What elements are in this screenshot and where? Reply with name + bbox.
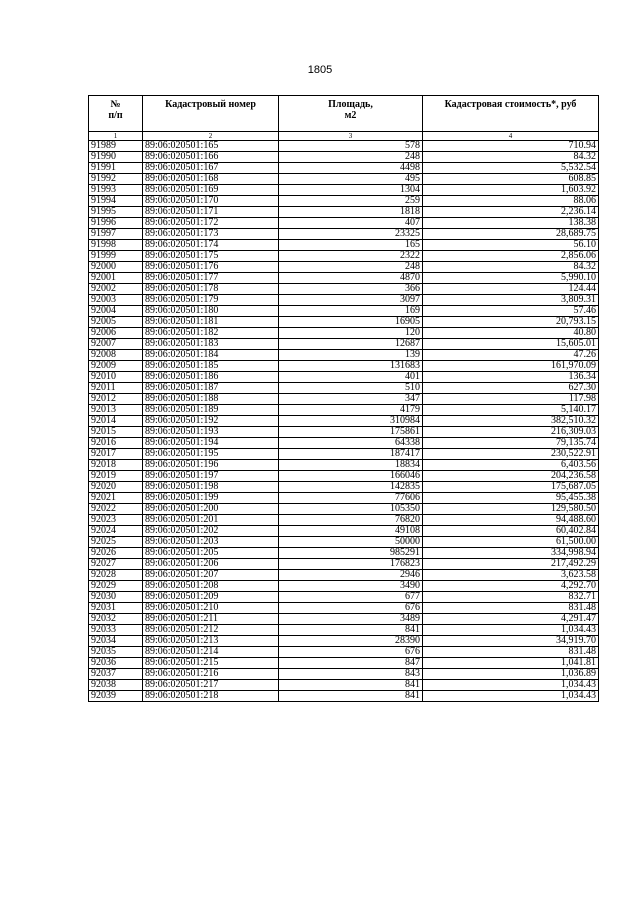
cadastral-number: 89:06:020501:174 xyxy=(143,240,279,251)
table-row xyxy=(89,295,599,306)
row-index: 92008 xyxy=(89,350,143,361)
area-value: 76820 xyxy=(279,515,423,526)
cadastral-number: 89:06:020501:180 xyxy=(143,306,279,317)
table-row xyxy=(89,317,599,328)
table-row xyxy=(89,438,599,449)
cadastral-number: 89:06:020501:173 xyxy=(143,229,279,240)
area-value: 77606 xyxy=(279,493,423,504)
table-row xyxy=(89,273,599,284)
cost-value: 175,687.05 xyxy=(423,482,599,493)
cadastral-number: 89:06:020501:171 xyxy=(143,207,279,218)
row-index: 92018 xyxy=(89,460,143,471)
cadastral-number: 89:06:020501:216 xyxy=(143,669,279,680)
table-row xyxy=(89,416,599,427)
cadastral-number: 89:06:020501:165 xyxy=(143,141,279,152)
cadastral-number: 89:06:020501:178 xyxy=(143,284,279,295)
row-index: 91990 xyxy=(89,152,143,163)
area-value: 23325 xyxy=(279,229,423,240)
cost-value: 1,034.43 xyxy=(423,625,599,636)
row-index: 92022 xyxy=(89,504,143,515)
column-number: 4 xyxy=(423,132,599,141)
cost-value: 1,036.89 xyxy=(423,669,599,680)
row-index: 92002 xyxy=(89,284,143,295)
cost-value: 95,455.38 xyxy=(423,493,599,504)
table-row xyxy=(89,383,599,394)
row-index: 92017 xyxy=(89,449,143,460)
cost-value: 230,522.91 xyxy=(423,449,599,460)
cadastral-number: 89:06:020501:188 xyxy=(143,394,279,405)
cadastral-number: 89:06:020501:217 xyxy=(143,680,279,691)
cadastral-number: 89:06:020501:167 xyxy=(143,163,279,174)
cadastral-number: 89:06:020501:170 xyxy=(143,196,279,207)
table-row xyxy=(89,361,599,372)
table-row xyxy=(89,350,599,361)
row-index: 91998 xyxy=(89,240,143,251)
row-index: 92005 xyxy=(89,317,143,328)
cadastral-number: 89:06:020501:206 xyxy=(143,559,279,570)
table-row xyxy=(89,372,599,383)
cost-value: 627.30 xyxy=(423,383,599,394)
cadastral-number: 89:06:020501:200 xyxy=(143,504,279,515)
cost-value: 3,623.58 xyxy=(423,570,599,581)
table-row xyxy=(89,482,599,493)
cost-value: 4,291.47 xyxy=(423,614,599,625)
cost-value: 334,998.94 xyxy=(423,548,599,559)
row-index: 92031 xyxy=(89,603,143,614)
cost-value: 56.10 xyxy=(423,240,599,251)
area-value: 347 xyxy=(279,394,423,405)
header-index: № п/п xyxy=(89,96,143,132)
cost-value: 1,041.81 xyxy=(423,658,599,669)
cadastral-number: 89:06:020501:202 xyxy=(143,526,279,537)
cadastral-number: 89:06:020501:176 xyxy=(143,262,279,273)
area-value: 985291 xyxy=(279,548,423,559)
row-index: 92024 xyxy=(89,526,143,537)
row-index: 92001 xyxy=(89,273,143,284)
area-value: 407 xyxy=(279,218,423,229)
table-header xyxy=(89,96,599,141)
table-row xyxy=(89,614,599,625)
table-row xyxy=(89,636,599,647)
cadastral-number: 89:06:020501:186 xyxy=(143,372,279,383)
cadastral-number: 89:06:020501:185 xyxy=(143,361,279,372)
table-row xyxy=(89,207,599,218)
cost-value: 79,135.74 xyxy=(423,438,599,449)
cadastral-number: 89:06:020501:193 xyxy=(143,427,279,438)
cost-value: 57.46 xyxy=(423,306,599,317)
row-index: 92027 xyxy=(89,559,143,570)
row-index: 92037 xyxy=(89,669,143,680)
header-cadastral-cost: Кадастровая стоимость*, руб xyxy=(423,96,599,132)
cadastral-number: 89:06:020501:189 xyxy=(143,405,279,416)
cadastral-number: 89:06:020501:211 xyxy=(143,614,279,625)
table-row xyxy=(89,592,599,603)
area-value: 139 xyxy=(279,350,423,361)
table-row xyxy=(89,306,599,317)
table-row xyxy=(89,493,599,504)
table-row xyxy=(89,394,599,405)
row-index: 92028 xyxy=(89,570,143,581)
cadastral-number: 89:06:020501:213 xyxy=(143,636,279,647)
area-value: 166046 xyxy=(279,471,423,482)
area-value: 1818 xyxy=(279,207,423,218)
cadastral-number: 89:06:020501:169 xyxy=(143,185,279,196)
row-index: 92000 xyxy=(89,262,143,273)
area-value: 366 xyxy=(279,284,423,295)
table-body xyxy=(89,141,599,702)
table-row xyxy=(89,581,599,592)
table-row xyxy=(89,680,599,691)
row-index: 91997 xyxy=(89,229,143,240)
cadastral-number: 89:06:020501:207 xyxy=(143,570,279,581)
cadastral-number: 89:06:020501:172 xyxy=(143,218,279,229)
table-row xyxy=(89,427,599,438)
area-value: 578 xyxy=(279,141,423,152)
row-index: 92013 xyxy=(89,405,143,416)
row-index: 92010 xyxy=(89,372,143,383)
cost-value: 710.94 xyxy=(423,141,599,152)
area-value: 843 xyxy=(279,669,423,680)
table-row xyxy=(89,449,599,460)
row-index: 91991 xyxy=(89,163,143,174)
table-row xyxy=(89,658,599,669)
cadastral-number: 89:06:020501:177 xyxy=(143,273,279,284)
area-value: 16905 xyxy=(279,317,423,328)
table-row xyxy=(89,669,599,680)
row-index: 92020 xyxy=(89,482,143,493)
cost-value: 204,236.58 xyxy=(423,471,599,482)
cost-value: 1,034.43 xyxy=(423,691,599,702)
area-value: 105350 xyxy=(279,504,423,515)
table-row xyxy=(89,218,599,229)
cadastral-number: 89:06:020501:195 xyxy=(143,449,279,460)
cost-value: 5,140.17 xyxy=(423,405,599,416)
column-number: 2 xyxy=(143,132,279,141)
row-index: 92019 xyxy=(89,471,143,482)
row-index: 92036 xyxy=(89,658,143,669)
table-row xyxy=(89,570,599,581)
area-value: 169 xyxy=(279,306,423,317)
cost-value: 94,488.60 xyxy=(423,515,599,526)
cost-value: 608.85 xyxy=(423,174,599,185)
cadastral-number: 89:06:020501:212 xyxy=(143,625,279,636)
row-index: 92015 xyxy=(89,427,143,438)
area-value: 64338 xyxy=(279,438,423,449)
area-value: 510 xyxy=(279,383,423,394)
area-value: 120 xyxy=(279,328,423,339)
area-value: 142835 xyxy=(279,482,423,493)
cost-value: 47.26 xyxy=(423,350,599,361)
area-value: 4870 xyxy=(279,273,423,284)
cost-value: 124.44 xyxy=(423,284,599,295)
cost-value: 4,292.70 xyxy=(423,581,599,592)
table-row xyxy=(89,152,599,163)
row-index: 92006 xyxy=(89,328,143,339)
header-area: Площадь, м2 xyxy=(279,96,423,132)
table-row xyxy=(89,328,599,339)
cost-value: 2,856.06 xyxy=(423,251,599,262)
cost-value: 382,510.32 xyxy=(423,416,599,427)
area-value: 131683 xyxy=(279,361,423,372)
area-value: 4498 xyxy=(279,163,423,174)
cost-value: 15,605.01 xyxy=(423,339,599,350)
cadastral-number: 89:06:020501:203 xyxy=(143,537,279,548)
cadastral-number: 89:06:020501:199 xyxy=(143,493,279,504)
table-row xyxy=(89,548,599,559)
cost-value: 138.38 xyxy=(423,218,599,229)
cadastral-number: 89:06:020501:183 xyxy=(143,339,279,350)
table-row xyxy=(89,504,599,515)
cadastral-number: 89:06:020501:210 xyxy=(143,603,279,614)
area-value: 3490 xyxy=(279,581,423,592)
row-index: 92029 xyxy=(89,581,143,592)
cost-value: 5,990.10 xyxy=(423,273,599,284)
row-index: 92023 xyxy=(89,515,143,526)
table-row xyxy=(89,471,599,482)
cost-value: 161,970.09 xyxy=(423,361,599,372)
row-index: 92021 xyxy=(89,493,143,504)
area-value: 310984 xyxy=(279,416,423,427)
cadastral-number: 89:06:020501:187 xyxy=(143,383,279,394)
cost-value: 216,309.03 xyxy=(423,427,599,438)
row-index: 92011 xyxy=(89,383,143,394)
row-index: 92009 xyxy=(89,361,143,372)
table-row xyxy=(89,240,599,251)
row-index: 92025 xyxy=(89,537,143,548)
cadastral-number: 89:06:020501:194 xyxy=(143,438,279,449)
cadastral-number: 89:06:020501:218 xyxy=(143,691,279,702)
cadastral-number: 89:06:020501:179 xyxy=(143,295,279,306)
cadastral-number: 89:06:020501:205 xyxy=(143,548,279,559)
cost-value: 60,402.84 xyxy=(423,526,599,537)
cost-value: 831.48 xyxy=(423,603,599,614)
cost-value: 831.48 xyxy=(423,647,599,658)
table-row xyxy=(89,405,599,416)
area-value: 1304 xyxy=(279,185,423,196)
cost-value: 6,403.56 xyxy=(423,460,599,471)
cost-value: 34,919.70 xyxy=(423,636,599,647)
area-value: 175861 xyxy=(279,427,423,438)
cost-value: 1,034.43 xyxy=(423,680,599,691)
row-index: 92012 xyxy=(89,394,143,405)
column-numbers-row xyxy=(89,132,599,141)
cost-value: 84.32 xyxy=(423,152,599,163)
table-row xyxy=(89,251,599,262)
area-value: 3097 xyxy=(279,295,423,306)
area-value: 12687 xyxy=(279,339,423,350)
area-value: 187417 xyxy=(279,449,423,460)
row-index: 91989 xyxy=(89,141,143,152)
cost-value: 2,236.14 xyxy=(423,207,599,218)
table-row xyxy=(89,515,599,526)
row-index: 92007 xyxy=(89,339,143,350)
row-index: 91999 xyxy=(89,251,143,262)
table-row xyxy=(89,229,599,240)
area-value: 841 xyxy=(279,680,423,691)
table-row xyxy=(89,339,599,350)
area-value: 49108 xyxy=(279,526,423,537)
table-row xyxy=(89,196,599,207)
table-row xyxy=(89,559,599,570)
area-value: 165 xyxy=(279,240,423,251)
area-value: 4179 xyxy=(279,405,423,416)
cadastral-number: 89:06:020501:208 xyxy=(143,581,279,592)
table-row xyxy=(89,603,599,614)
row-index: 92026 xyxy=(89,548,143,559)
area-value: 176823 xyxy=(279,559,423,570)
cadastral-number: 89:06:020501:215 xyxy=(143,658,279,669)
area-value: 841 xyxy=(279,625,423,636)
cost-value: 5,532.54 xyxy=(423,163,599,174)
cost-value: 117.98 xyxy=(423,394,599,405)
header-cadastral-number: Кадастровый номер xyxy=(143,96,279,132)
table-row xyxy=(89,537,599,548)
cost-value: 129,580.50 xyxy=(423,504,599,515)
row-index: 92039 xyxy=(89,691,143,702)
table-row xyxy=(89,691,599,702)
area-value: 248 xyxy=(279,152,423,163)
cadastral-number: 89:06:020501:209 xyxy=(143,592,279,603)
cadastral-number: 89:06:020501:197 xyxy=(143,471,279,482)
area-value: 495 xyxy=(279,174,423,185)
table-row xyxy=(89,284,599,295)
row-index: 92016 xyxy=(89,438,143,449)
column-number: 3 xyxy=(279,132,423,141)
row-index: 92030 xyxy=(89,592,143,603)
area-value: 847 xyxy=(279,658,423,669)
row-index: 91994 xyxy=(89,196,143,207)
column-number: 1 xyxy=(89,132,143,141)
cost-value: 1,603.92 xyxy=(423,185,599,196)
cadastral-number: 89:06:020501:184 xyxy=(143,350,279,361)
cost-value: 136.34 xyxy=(423,372,599,383)
row-index: 92035 xyxy=(89,647,143,658)
area-value: 28390 xyxy=(279,636,423,647)
cadastral-number: 89:06:020501:201 xyxy=(143,515,279,526)
row-index: 91992 xyxy=(89,174,143,185)
area-value: 50000 xyxy=(279,537,423,548)
cost-value: 61,500.00 xyxy=(423,537,599,548)
row-index: 91995 xyxy=(89,207,143,218)
cadastral-number: 89:06:020501:166 xyxy=(143,152,279,163)
table-row xyxy=(89,262,599,273)
cost-value: 40.80 xyxy=(423,328,599,339)
row-index: 92033 xyxy=(89,625,143,636)
area-value: 676 xyxy=(279,603,423,614)
header-row xyxy=(89,96,599,132)
row-index: 92032 xyxy=(89,614,143,625)
cost-value: 217,492.29 xyxy=(423,559,599,570)
page-number: 1805 xyxy=(307,64,333,76)
area-value: 2322 xyxy=(279,251,423,262)
row-index: 92004 xyxy=(89,306,143,317)
area-value: 259 xyxy=(279,196,423,207)
cadastral-number: 89:06:020501:214 xyxy=(143,647,279,658)
area-value: 677 xyxy=(279,592,423,603)
cost-value: 84.32 xyxy=(423,262,599,273)
table-row xyxy=(89,526,599,537)
cadastral-number: 89:06:020501:192 xyxy=(143,416,279,427)
table-row xyxy=(89,163,599,174)
cadastral-number: 89:06:020501:168 xyxy=(143,174,279,185)
cadastral-number: 89:06:020501:182 xyxy=(143,328,279,339)
cadastral-number: 89:06:020501:175 xyxy=(143,251,279,262)
cadastral-number: 89:06:020501:196 xyxy=(143,460,279,471)
cost-value: 20,793.15 xyxy=(423,317,599,328)
area-value: 841 xyxy=(279,691,423,702)
row-index: 92003 xyxy=(89,295,143,306)
row-index: 91993 xyxy=(89,185,143,196)
area-value: 676 xyxy=(279,647,423,658)
table-row xyxy=(89,625,599,636)
cost-value: 3,809.31 xyxy=(423,295,599,306)
table-row xyxy=(89,460,599,471)
cost-value: 28,689.75 xyxy=(423,229,599,240)
area-value: 18834 xyxy=(279,460,423,471)
area-value: 2946 xyxy=(279,570,423,581)
area-value: 248 xyxy=(279,262,423,273)
row-index: 92038 xyxy=(89,680,143,691)
table-row xyxy=(89,141,599,152)
cost-value: 832.71 xyxy=(423,592,599,603)
table-row xyxy=(89,647,599,658)
row-index: 92034 xyxy=(89,636,143,647)
cadastral-number: 89:06:020501:198 xyxy=(143,482,279,493)
table-row xyxy=(89,174,599,185)
row-index: 91996 xyxy=(89,218,143,229)
cost-value: 88.06 xyxy=(423,196,599,207)
area-value: 3489 xyxy=(279,614,423,625)
area-value: 401 xyxy=(279,372,423,383)
row-index: 92014 xyxy=(89,416,143,427)
cadastral-table xyxy=(88,95,599,702)
cadastral-number: 89:06:020501:181 xyxy=(143,317,279,328)
table-row xyxy=(89,185,599,196)
